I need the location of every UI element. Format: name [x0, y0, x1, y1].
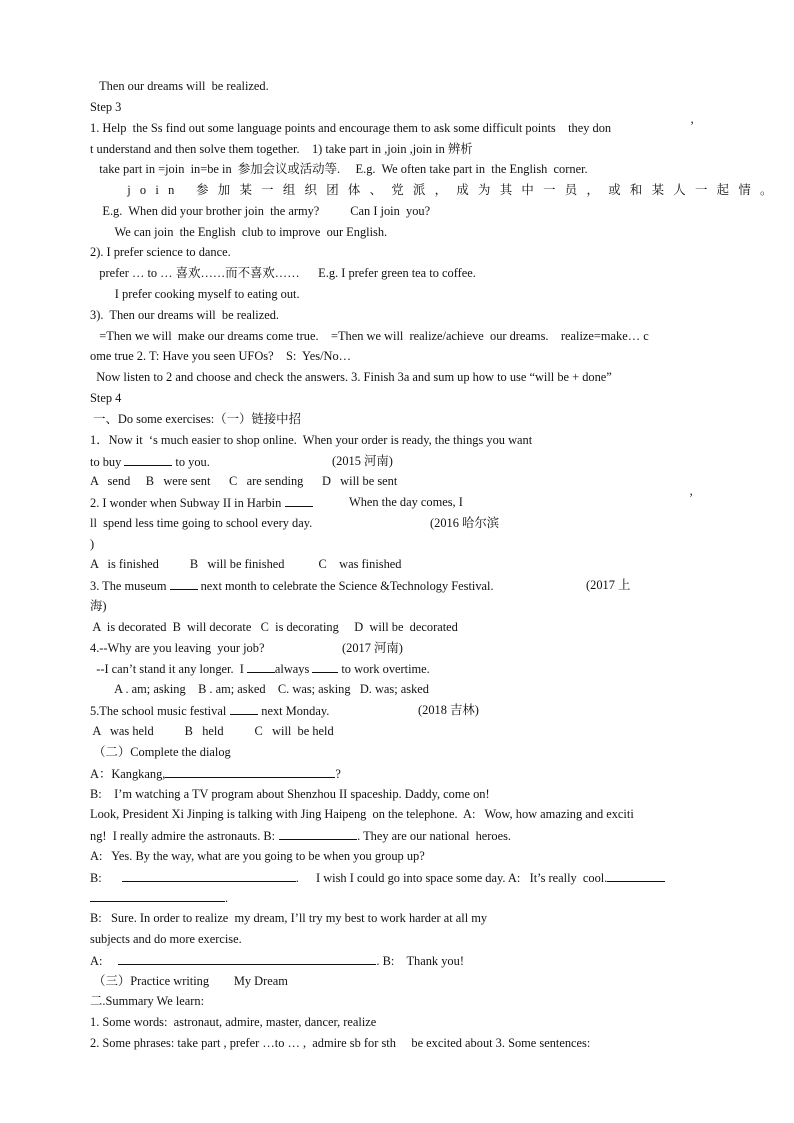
options-line: A is finished B will be finished C was finished: [90, 557, 402, 571]
text-fragment: I wish I could go into space some day. A: It’s really cool.: [316, 871, 608, 885]
text-fragment: 5.The school music festival: [90, 704, 227, 718]
apostrophe-mark: ’: [689, 491, 694, 505]
answer-blank[interactable]: [247, 660, 275, 673]
question-4: 4.--Why are you leaving your job?: [90, 641, 265, 655]
source-tag: (2015 河南): [332, 454, 393, 468]
dialog-line: [90, 827, 511, 844]
text-fragment: next Monday.: [261, 704, 330, 718]
text-fragment: B:: [90, 871, 102, 885]
dialog-line: A: Yes. By the way, what are you going to be when you group up?: [90, 849, 425, 863]
text-line: t understand and then solve them together. 1) take part in ,join ,join in 辨析: [90, 142, 473, 156]
text-fragment: .: [225, 891, 229, 905]
answer-blank[interactable]: [165, 765, 335, 778]
dialog-line: B: Sure. In order to realize my dream, I’ll try my best to work harder at all my: [90, 911, 488, 925]
text-line: We can join the English club to improve our English.: [90, 225, 388, 239]
text-line: ): [90, 537, 95, 551]
answer-blank[interactable]: [90, 889, 225, 902]
source-tag: (2018 吉林): [418, 703, 479, 717]
text-fragment: ng! I really admire the astronauts. B:: [90, 829, 276, 843]
text-fragment: --I can’t stand it any longer. I: [90, 662, 244, 676]
options-line: A . am; asking B . am; asked C. was; asking D. was; asked: [90, 682, 429, 696]
section-heading: 一、Do some exercises:（一）链接中招: [90, 412, 301, 426]
text-fragment: always: [274, 662, 310, 676]
question-2: [90, 494, 313, 511]
text-line: [90, 453, 210, 470]
text-line: 2). I prefer science to dance.: [90, 245, 231, 259]
answer-blank[interactable]: [285, 494, 313, 507]
text-line: prefer … to … 喜欢……而不喜欢…… E.g. I prefer green tea to coffee.: [90, 266, 476, 280]
text-fragment: next month to celebrate the Science &Technology Festival.: [197, 579, 494, 593]
source-tag: (2016 哈尔滨: [430, 516, 500, 530]
dialog-line: B: I’m watching a TV program about Shenzhou II spaceship. Daddy, come on!: [90, 787, 490, 801]
dialog-line: [90, 952, 464, 969]
text-line: ome true 2. T: Have you seen UFOs? S: Yes/No…: [90, 349, 352, 363]
summary-line: 1. Some words: astronaut, admire, master, dancer, realize: [90, 1015, 377, 1029]
summary-line: 2. Some phrases: take part , prefer …to … , admire sb for sth be excited about 3. Some sentences:: [90, 1036, 591, 1050]
text-line: join 参加某一组织团体、党派，成为其中一员，或和某人一起情。: [90, 183, 782, 197]
options-line: A was held B held C will be held: [90, 724, 334, 738]
text-line: 海): [90, 599, 107, 613]
answer-blank[interactable]: [230, 702, 258, 715]
text-fragment: . B: Thank you!: [376, 954, 464, 968]
question-1: 1．Now it ‘s much easier to shop online. When your order is ready, the things you want: [90, 433, 533, 447]
answer-blank[interactable]: [607, 869, 665, 882]
answer-blank[interactable]: [118, 952, 376, 965]
answer-blank[interactable]: [312, 660, 338, 673]
apostrophe-mark: ’: [690, 119, 695, 133]
dialog-line: [316, 869, 665, 886]
text-fragment: When the day comes, I: [349, 495, 463, 509]
text-line: ll spend less time going to school every day.: [90, 516, 313, 530]
dialog-line: Look, President Xi Jinping is talking with Jing Haipeng on the telephone. A: Wow, how amazing and exciti: [90, 807, 634, 821]
text-line: Now listen to 2 and choose and check the answers. 3. Finish 3a and sum up how to use “will be + done”: [90, 370, 612, 384]
question-5: [90, 702, 329, 719]
text-fragment: A：Kangkang,: [90, 767, 166, 781]
section-heading: 二.Summary We learn:: [90, 994, 205, 1008]
answer-blank[interactable]: [170, 577, 198, 590]
text-line: Then our dreams will be realized.: [90, 79, 269, 93]
dialog-line: subjects and do more exercise.: [90, 932, 242, 946]
step-heading: Step 4: [90, 391, 122, 405]
options-line: A send B were sent C are sending D will be sent: [90, 474, 398, 488]
text-fragment: to work overtime.: [341, 662, 430, 676]
section-heading: （三）Practice writing My Dream: [90, 974, 288, 988]
text-line: E.g. When did your brother join the army? Can I join you?: [90, 204, 431, 218]
section-heading: （二）Complete the dialog: [90, 745, 231, 759]
text-fragment: 2. I wonder when Subway II in Harbin: [90, 496, 282, 510]
text-line: I prefer cooking myself to eating out.: [90, 287, 300, 301]
step-heading: Step 3: [90, 100, 122, 114]
text-fragment: 3. The museum: [90, 579, 167, 593]
text-fragment: A:: [90, 954, 103, 968]
text-fragment: to you.: [172, 455, 210, 469]
text-fragment: ?: [335, 767, 341, 781]
source-tag: (2017 上: [586, 578, 631, 592]
options-line: A is decorated B will decorate C is decorating D will be decorated: [90, 620, 458, 634]
text-fragment: .: [295, 871, 299, 885]
dialog-line: [90, 889, 228, 906]
dialog-line: [90, 869, 299, 886]
answer-blank[interactable]: [122, 869, 296, 882]
text-fragment: . They are our national heroes.: [357, 829, 512, 843]
text-line: take part in =join in=be in 参加会议或活动等. E.g. We often take part in the English corner.: [90, 162, 588, 176]
answer-blank[interactable]: [124, 453, 172, 466]
answer-blank[interactable]: [279, 827, 357, 840]
text-fragment: to buy: [90, 455, 122, 469]
text-line: =Then we will make our dreams come true. =Then we will realize/achieve our dreams. realize=make… c: [90, 329, 649, 343]
source-tag: (2017 河南): [342, 641, 403, 655]
dialog-line: [90, 765, 341, 782]
text-line: 3). Then our dreams will be realized.: [90, 308, 280, 322]
text-line: 1. Help the Ss find out some language points and encourage them to ask some difficult points they don: [90, 121, 612, 135]
question-3: [90, 577, 494, 594]
text-line: [90, 660, 430, 677]
